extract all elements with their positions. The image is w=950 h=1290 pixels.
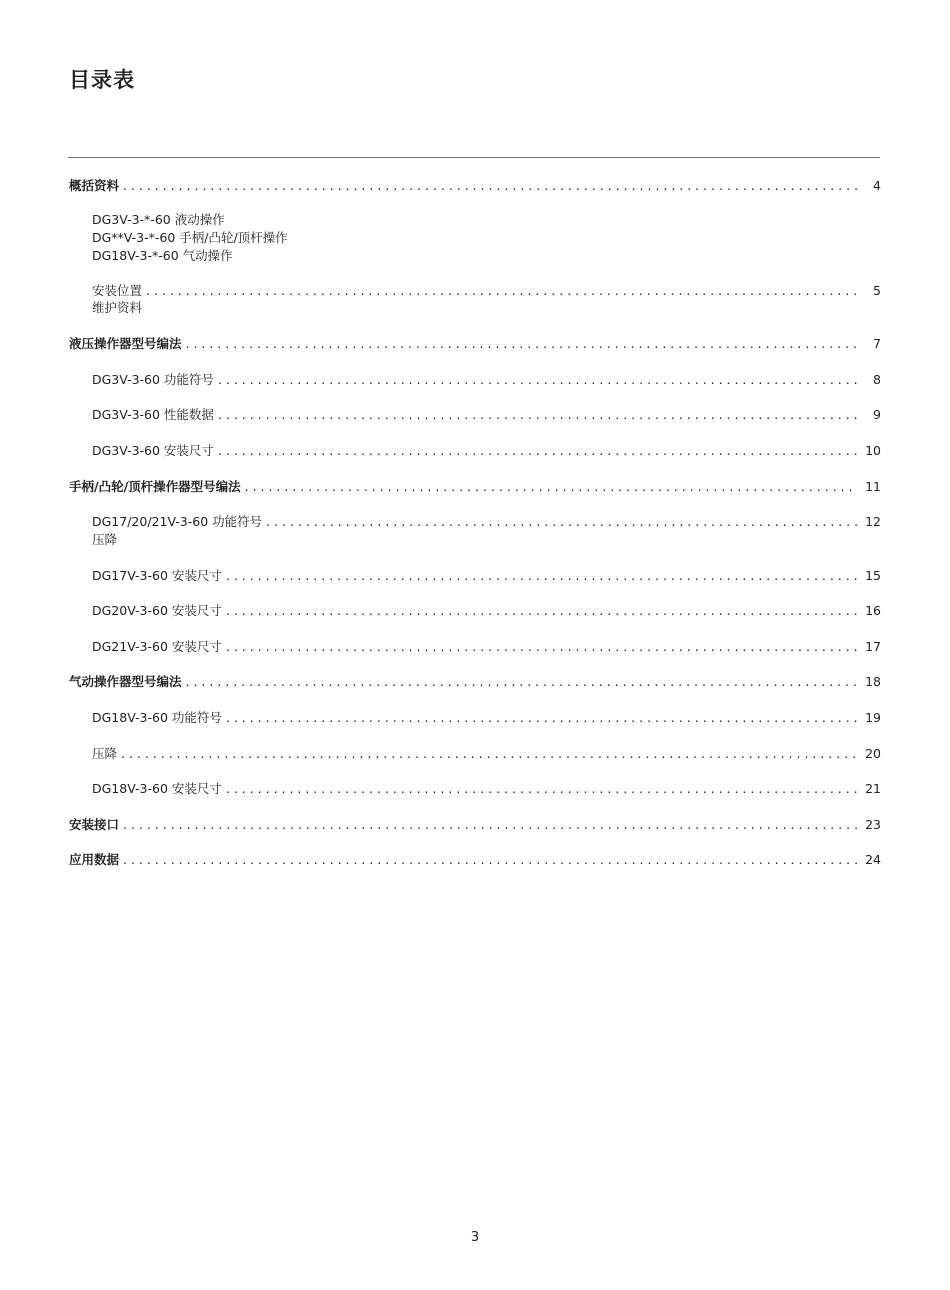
toc-subline: 压降: [92, 532, 118, 547]
toc-subline: 维护资料: [92, 300, 143, 315]
toc-entry-hyd-dimensions[interactable]: [92, 442, 881, 460]
toc-entry-label: 安装位置: [92, 283, 143, 298]
toc-entry-page: 9: [873, 407, 881, 422]
toc-entry-label: DG17/20/21V-3-60 功能符号: [92, 514, 263, 529]
toc-entry-hyd-symbols[interactable]: [92, 371, 881, 389]
toc-entry-pn-dims[interactable]: [92, 780, 881, 798]
toc-entry-page: 21: [865, 781, 881, 796]
toc-entry-label: DG3V-3-60 功能符号: [92, 372, 214, 387]
toc-entry-pn-pressure-drop[interactable]: [92, 745, 881, 763]
toc-entry-page: 19: [865, 710, 881, 725]
dot-leader: [146, 282, 857, 300]
toc-entry-page: 11: [865, 479, 881, 494]
toc-entry-label: DG21V-3-60 安装尺寸: [92, 639, 222, 654]
toc-entry-page: 5: [873, 283, 881, 298]
toc-entry-label: DG3V-3-60 安装尺寸: [92, 443, 214, 458]
toc-entry-label: DG18V-3-60 功能符号: [92, 710, 222, 725]
toc-entry-label: DG20V-3-60 安装尺寸: [92, 603, 222, 618]
toc-subline: DG3V-3-*-60 液动操作: [92, 212, 225, 227]
toc-entry-general[interactable]: [69, 177, 881, 195]
toc-entry-page: 8: [873, 372, 881, 387]
toc-entry-page: 4: [873, 178, 881, 193]
toc-entry-dg20-dims[interactable]: [92, 602, 881, 620]
toc-entry-label: DG17V-3-60 安装尺寸: [92, 568, 222, 583]
toc-entry-page: 16: [865, 603, 881, 618]
toc-entry-man-symbols[interactable]: [92, 513, 881, 531]
dot-leader: [218, 371, 857, 389]
dot-leader: [266, 513, 857, 531]
toc-entry-label: 液压操作器型号编法: [69, 336, 182, 351]
toc-entry-pn-symbols[interactable]: [92, 709, 881, 727]
toc-entry-manual[interactable]: [69, 478, 881, 496]
toc-entry-dg21-dims[interactable]: [92, 638, 881, 656]
toc-entry-page: 20: [865, 746, 881, 761]
toc-entry-label: DG3V-3-60 性能数据: [92, 407, 214, 422]
toc-entry-application-data[interactable]: [69, 851, 881, 869]
toc-entry-label: 应用数据: [69, 852, 120, 867]
toc-entry-pneumatic[interactable]: [69, 673, 881, 691]
dot-leader: [226, 567, 857, 585]
dot-leader: [186, 335, 857, 353]
toc-entry-page: 10: [865, 443, 881, 458]
dot-leader: [226, 780, 857, 798]
toc-entry-page: 12: [865, 514, 881, 529]
dot-leader: [218, 406, 857, 424]
toc-entry-page: 17: [865, 639, 881, 654]
toc-entry-hyd-performance[interactable]: [92, 406, 881, 424]
toc-entry-label: 安装接口: [69, 817, 120, 832]
toc-entry-page: 23: [865, 817, 881, 832]
dot-leader: [226, 638, 857, 656]
toc-entry-dg17-dims[interactable]: [92, 567, 881, 585]
dot-leader: [218, 442, 857, 460]
dot-leader: [123, 177, 857, 195]
toc-entry-hydraulic[interactable]: [69, 335, 881, 353]
dot-leader: [226, 602, 857, 620]
toc-entry-label: 气动操作器型号编法: [69, 674, 182, 689]
toc-entry-page: 15: [865, 568, 881, 583]
page-title: 目录表: [69, 68, 135, 92]
toc-entry-page: 24: [865, 852, 881, 867]
dot-leader: [121, 745, 857, 763]
toc-entry-label: 压降: [92, 746, 118, 761]
toc-entry-label: DG18V-3-60 安装尺寸: [92, 781, 222, 796]
toc-entry-label: 手柄/凸轮/顶杆操作器型号编法: [69, 479, 241, 494]
toc-entry-page: 7: [873, 336, 881, 351]
toc-entry-mounting-interface[interactable]: [69, 816, 881, 834]
dot-leader: [123, 851, 857, 869]
toc-subline: DG**V-3-*-60 手柄/凸轮/顶杆操作: [92, 230, 288, 245]
page-number: 3: [470, 1230, 480, 1245]
toc-entry-install-position[interactable]: [92, 282, 881, 300]
toc-entry-label: 概括资料: [69, 178, 120, 193]
dot-leader: [123, 816, 857, 834]
toc-entry-page: 18: [865, 674, 881, 689]
dot-leader: [245, 478, 857, 496]
title-divider: [68, 157, 880, 158]
toc-subline: DG18V-3-*-60 气动操作: [92, 248, 233, 263]
dot-leader: [226, 709, 857, 727]
dot-leader: [186, 673, 857, 691]
